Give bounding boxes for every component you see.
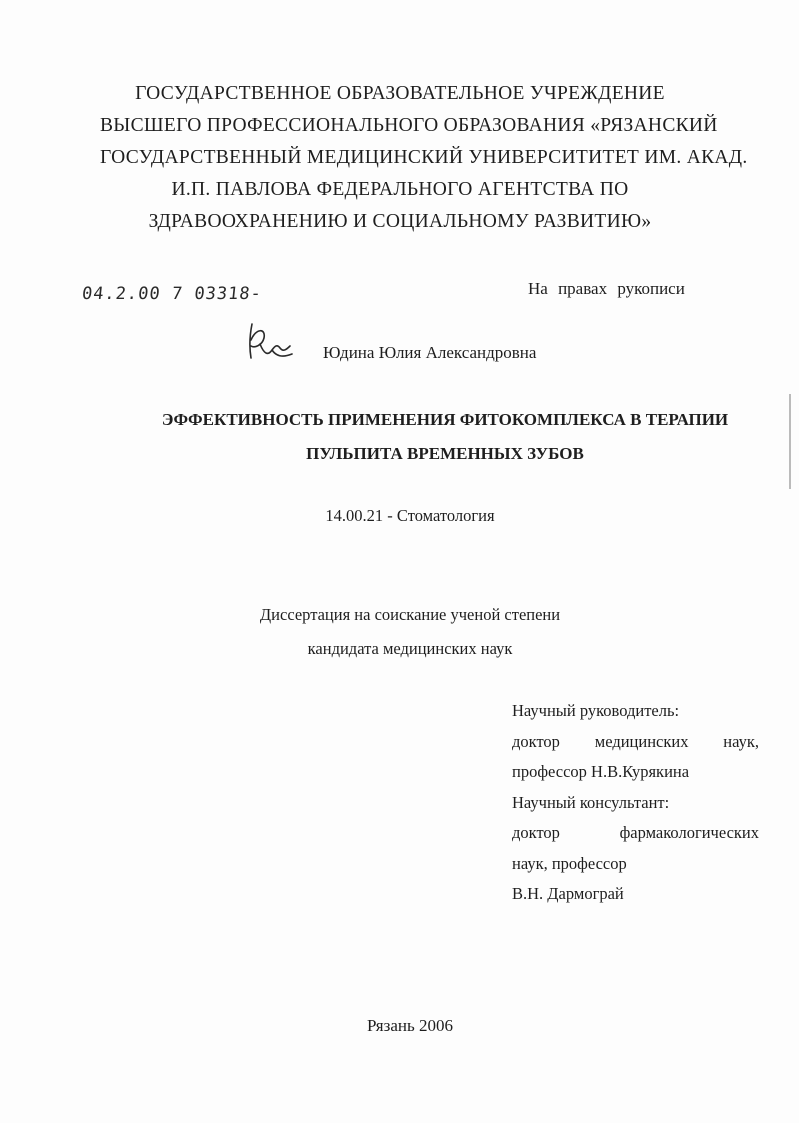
city-year: Рязань 2006 (367, 1016, 453, 1035)
specialty-code: 14.00.21 - Стоматология (325, 506, 495, 525)
institution-header (100, 78, 748, 238)
institution-line: И.П. ПАВЛОВА ФЕДЕРАЛЬНОГО АГЕНТСТВА ПО (171, 179, 629, 200)
degree-line: Диссертация на соискание ученой степени (259, 605, 561, 624)
rights-note: На правах рукописи (528, 279, 685, 298)
thesis-title-line: ПУЛЬПИТА ВРЕМЕННЫХ ЗУБОВ (306, 444, 584, 463)
author-name: Юдина Юлия Александровна (323, 343, 537, 362)
degree-line: кандидата медицинских наук (307, 639, 513, 658)
consultant-label: Научный консультант: (512, 792, 670, 812)
advisors-block (512, 696, 759, 910)
thesis-title (100, 403, 790, 471)
consultant-name: В.Н. Дармограй (512, 884, 624, 903)
institution-line: ГОСУДАРСТВЕННОЕ ОБРАЗОВАТЕЛЬНОЕ УЧРЕЖДЕНИЕ (135, 83, 665, 104)
thesis-title-line: ЭФФЕКТИВНОСТЬ ПРИМЕНЕНИЯ ФИТОКОМПЛЕКСА В ТЕРАПИИ (161, 410, 729, 429)
institution-line: ГОСУДАРСТВЕННЫЙ МЕДИЦИНСКИЙ УНИВЕРСИТИТЕТ ИМ. АКАД. (100, 147, 748, 168)
consultant-degree: доктор фармакологических (512, 823, 759, 842)
degree-statement (220, 598, 600, 666)
consultant-degree-cont: наук, профессор (512, 853, 627, 873)
institution-line: ЗДРАВООХРАНЕНИЮ И СОЦИАЛЬНОМУ РАЗВИТИЮ» (148, 211, 652, 232)
supervisor-label: Научный руководитель: (512, 701, 680, 720)
institution-line: ВЫСШЕГО ПРОФЕССИОНАЛЬНОГО ОБРАЗОВАНИЯ «РЯЗАНСКИЙ (100, 115, 718, 136)
scan-edge-mark (789, 394, 791, 489)
signature-icon (242, 320, 298, 364)
supervisor-degree: доктор медицинских наук, (512, 731, 759, 751)
supervisor-name: профессор Н.В.Курякина (512, 762, 690, 781)
registration-stamp: 04.2.00 7 03318- (80, 284, 263, 304)
